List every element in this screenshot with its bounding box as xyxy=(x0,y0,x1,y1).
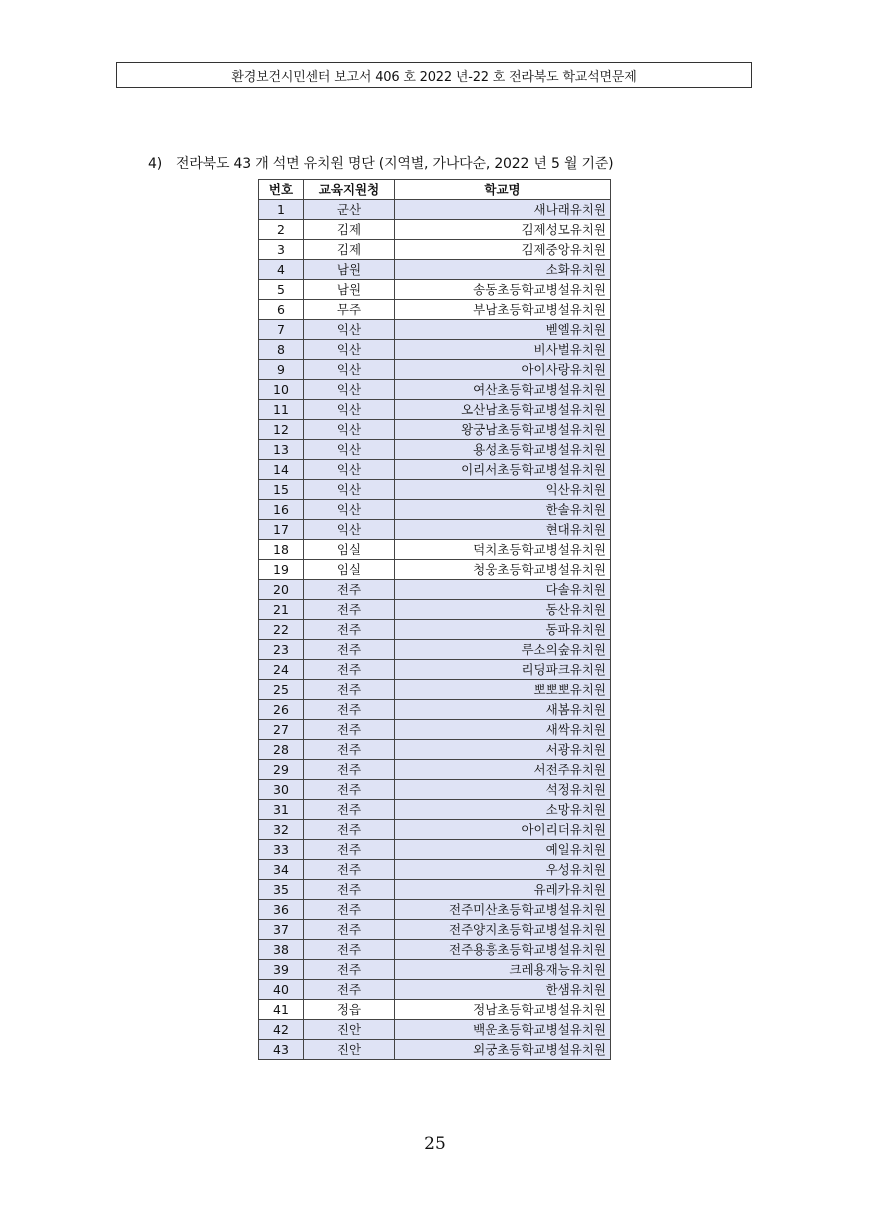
table-row xyxy=(259,860,611,880)
cell-region: 진안 xyxy=(304,1020,395,1040)
cell-region: 익산 xyxy=(304,380,395,400)
cell-name: 백운초등학교병설유치원 xyxy=(395,1020,611,1040)
cell-no: 39 xyxy=(259,960,304,980)
cell-name: 한솔유치원 xyxy=(395,500,611,520)
table-row xyxy=(259,240,611,260)
table-row xyxy=(259,220,611,240)
table-row xyxy=(259,700,611,720)
cell-region: 익산 xyxy=(304,320,395,340)
section-title xyxy=(148,153,613,173)
cell-no: 19 xyxy=(259,560,304,580)
cell-name: 벧엘유치원 xyxy=(395,320,611,340)
table-row xyxy=(259,980,611,1000)
table-row xyxy=(259,740,611,760)
cell-name: 익산유치원 xyxy=(395,480,611,500)
cell-name: 여산초등학교병설유치원 xyxy=(395,380,611,400)
table-row xyxy=(259,1020,611,1040)
cell-no: 7 xyxy=(259,320,304,340)
table-row xyxy=(259,1040,611,1060)
cell-no: 12 xyxy=(259,420,304,440)
cell-region: 익산 xyxy=(304,440,395,460)
cell-name: 아이리더유치원 xyxy=(395,820,611,840)
cell-name: 유레카유치원 xyxy=(395,880,611,900)
cell-no: 36 xyxy=(259,900,304,920)
table-row xyxy=(259,300,611,320)
cell-region: 임실 xyxy=(304,560,395,580)
cell-name: 새봄유치원 xyxy=(395,700,611,720)
cell-name: 뽀뽀뽀유치원 xyxy=(395,680,611,700)
cell-no: 5 xyxy=(259,280,304,300)
cell-no: 9 xyxy=(259,360,304,380)
cell-region: 전주 xyxy=(304,920,395,940)
cell-no: 32 xyxy=(259,820,304,840)
cell-name: 루소의숲유치원 xyxy=(395,640,611,660)
cell-no: 38 xyxy=(259,940,304,960)
table-row xyxy=(259,960,611,980)
cell-name: 새싹유치원 xyxy=(395,720,611,740)
cell-no: 37 xyxy=(259,920,304,940)
cell-name: 전주양지초등학교병설유치원 xyxy=(395,920,611,940)
cell-region: 전주 xyxy=(304,700,395,720)
table-row xyxy=(259,500,611,520)
cell-region: 익산 xyxy=(304,340,395,360)
cell-no: 18 xyxy=(259,540,304,560)
cell-no: 21 xyxy=(259,600,304,620)
cell-name: 김제성모유치원 xyxy=(395,220,611,240)
cell-name: 리딩파크유치원 xyxy=(395,660,611,680)
cell-no: 42 xyxy=(259,1020,304,1040)
report-header-text: 환경보건시민센터 보고서 406 호 2022 년-22 호 전라북도 학교석면문제 xyxy=(231,69,637,85)
cell-region: 무주 xyxy=(304,300,395,320)
cell-no: 34 xyxy=(259,860,304,880)
column-header-name: 학교명 xyxy=(395,180,611,200)
cell-region: 남원 xyxy=(304,260,395,280)
cell-region: 전주 xyxy=(304,620,395,640)
report-header xyxy=(116,62,752,88)
table-row xyxy=(259,540,611,560)
table-row xyxy=(259,920,611,940)
cell-no: 40 xyxy=(259,980,304,1000)
cell-region: 익산 xyxy=(304,460,395,480)
cell-no: 11 xyxy=(259,400,304,420)
cell-region: 전주 xyxy=(304,940,395,960)
cell-no: 28 xyxy=(259,740,304,760)
cell-name: 크레용재능유치원 xyxy=(395,960,611,980)
table-row xyxy=(259,640,611,660)
table-row xyxy=(259,760,611,780)
table-row xyxy=(259,660,611,680)
cell-no: 29 xyxy=(259,760,304,780)
cell-region: 전주 xyxy=(304,840,395,860)
table-row xyxy=(259,900,611,920)
cell-name: 송동초등학교병설유치원 xyxy=(395,280,611,300)
cell-name: 용성초등학교병설유치원 xyxy=(395,440,611,460)
cell-no: 14 xyxy=(259,460,304,480)
cell-region: 전주 xyxy=(304,820,395,840)
cell-region: 군산 xyxy=(304,200,395,220)
cell-region: 전주 xyxy=(304,980,395,1000)
cell-no: 1 xyxy=(259,200,304,220)
cell-region: 익산 xyxy=(304,520,395,540)
cell-no: 13 xyxy=(259,440,304,460)
cell-no: 2 xyxy=(259,220,304,240)
cell-name: 서전주유치원 xyxy=(395,760,611,780)
table-row xyxy=(259,680,611,700)
table-row xyxy=(259,600,611,620)
cell-name: 석정유치원 xyxy=(395,780,611,800)
cell-no: 16 xyxy=(259,500,304,520)
cell-name: 비사벌유치원 xyxy=(395,340,611,360)
cell-no: 26 xyxy=(259,700,304,720)
cell-no: 27 xyxy=(259,720,304,740)
table-row xyxy=(259,320,611,340)
table-row xyxy=(259,560,611,580)
table-row xyxy=(259,800,611,820)
table-row xyxy=(259,480,611,500)
table-body xyxy=(259,200,611,1060)
table-row xyxy=(259,940,611,960)
cell-region: 임실 xyxy=(304,540,395,560)
cell-region: 전주 xyxy=(304,720,395,740)
cell-name: 동파유치원 xyxy=(395,620,611,640)
cell-name: 소망유치원 xyxy=(395,800,611,820)
cell-region: 전주 xyxy=(304,860,395,880)
cell-region: 전주 xyxy=(304,680,395,700)
cell-no: 33 xyxy=(259,840,304,860)
cell-region: 익산 xyxy=(304,500,395,520)
section-number: 4) xyxy=(148,156,162,172)
table-row xyxy=(259,880,611,900)
table-row xyxy=(259,260,611,280)
cell-name: 청웅초등학교병설유치원 xyxy=(395,560,611,580)
cell-name: 이리서초등학교병설유치원 xyxy=(395,460,611,480)
cell-name: 외궁초등학교병설유치원 xyxy=(395,1040,611,1060)
table-row xyxy=(259,420,611,440)
column-header-region: 교육지원청 xyxy=(304,180,395,200)
cell-name: 서광유치원 xyxy=(395,740,611,760)
cell-region: 익산 xyxy=(304,360,395,380)
cell-no: 31 xyxy=(259,800,304,820)
cell-name: 한샘유치원 xyxy=(395,980,611,1000)
cell-name: 전주미산초등학교병설유치원 xyxy=(395,900,611,920)
page-number: 25 xyxy=(424,1134,446,1154)
table-row xyxy=(259,520,611,540)
table-row xyxy=(259,360,611,380)
cell-region: 남원 xyxy=(304,280,395,300)
cell-region: 전주 xyxy=(304,880,395,900)
table-row xyxy=(259,380,611,400)
cell-no: 4 xyxy=(259,260,304,280)
table-row xyxy=(259,580,611,600)
cell-region: 전주 xyxy=(304,960,395,980)
cell-name: 덕치초등학교병설유치원 xyxy=(395,540,611,560)
cell-region: 김제 xyxy=(304,240,395,260)
cell-no: 23 xyxy=(259,640,304,660)
table-header-row xyxy=(259,180,611,200)
table-row xyxy=(259,720,611,740)
table-row xyxy=(259,820,611,840)
cell-name: 왕궁남초등학교병설유치원 xyxy=(395,420,611,440)
table-row xyxy=(259,400,611,420)
cell-region: 전주 xyxy=(304,800,395,820)
cell-no: 20 xyxy=(259,580,304,600)
cell-name: 예일유치원 xyxy=(395,840,611,860)
column-header-no: 번호 xyxy=(259,180,304,200)
cell-no: 3 xyxy=(259,240,304,260)
cell-name: 김제중앙유치원 xyxy=(395,240,611,260)
cell-name: 우성유치원 xyxy=(395,860,611,880)
cell-name: 오산남초등학교병설유치원 xyxy=(395,400,611,420)
cell-region: 전주 xyxy=(304,600,395,620)
cell-region: 진안 xyxy=(304,1040,395,1060)
cell-region: 전주 xyxy=(304,740,395,760)
cell-region: 익산 xyxy=(304,480,395,500)
kindergarten-table xyxy=(258,179,611,1060)
cell-no: 25 xyxy=(259,680,304,700)
cell-no: 17 xyxy=(259,520,304,540)
cell-region: 김제 xyxy=(304,220,395,240)
cell-name: 소화유치원 xyxy=(395,260,611,280)
table-row xyxy=(259,620,611,640)
table-row xyxy=(259,840,611,860)
cell-no: 8 xyxy=(259,340,304,360)
cell-name: 새나래유치원 xyxy=(395,200,611,220)
section-title-text: 전라북도 43 개 석면 유치원 명단 (지역별, 가나다순, 2022 년 5 월 기준) xyxy=(176,156,614,172)
cell-region: 익산 xyxy=(304,420,395,440)
cell-no: 6 xyxy=(259,300,304,320)
cell-no: 41 xyxy=(259,1000,304,1020)
cell-region: 전주 xyxy=(304,900,395,920)
cell-name: 부남초등학교병설유치원 xyxy=(395,300,611,320)
cell-region: 전주 xyxy=(304,580,395,600)
cell-no: 22 xyxy=(259,620,304,640)
cell-name: 전주용흥초등학교병설유치원 xyxy=(395,940,611,960)
cell-no: 43 xyxy=(259,1040,304,1060)
cell-name: 정남초등학교병설유치원 xyxy=(395,1000,611,1020)
cell-no: 30 xyxy=(259,780,304,800)
cell-region: 전주 xyxy=(304,660,395,680)
cell-region: 정읍 xyxy=(304,1000,395,1020)
table-row xyxy=(259,200,611,220)
cell-name: 다솔유치원 xyxy=(395,580,611,600)
cell-no: 10 xyxy=(259,380,304,400)
table-row xyxy=(259,340,611,360)
cell-region: 전주 xyxy=(304,640,395,660)
cell-no: 35 xyxy=(259,880,304,900)
cell-region: 전주 xyxy=(304,760,395,780)
cell-no: 24 xyxy=(259,660,304,680)
cell-name: 아이사랑유치원 xyxy=(395,360,611,380)
cell-name: 현대유치원 xyxy=(395,520,611,540)
cell-no: 15 xyxy=(259,480,304,500)
table-row xyxy=(259,460,611,480)
table-row xyxy=(259,440,611,460)
table-row xyxy=(259,1000,611,1020)
cell-region: 익산 xyxy=(304,400,395,420)
table-row xyxy=(259,280,611,300)
table-row xyxy=(259,780,611,800)
cell-name: 동산유치원 xyxy=(395,600,611,620)
cell-region: 전주 xyxy=(304,780,395,800)
